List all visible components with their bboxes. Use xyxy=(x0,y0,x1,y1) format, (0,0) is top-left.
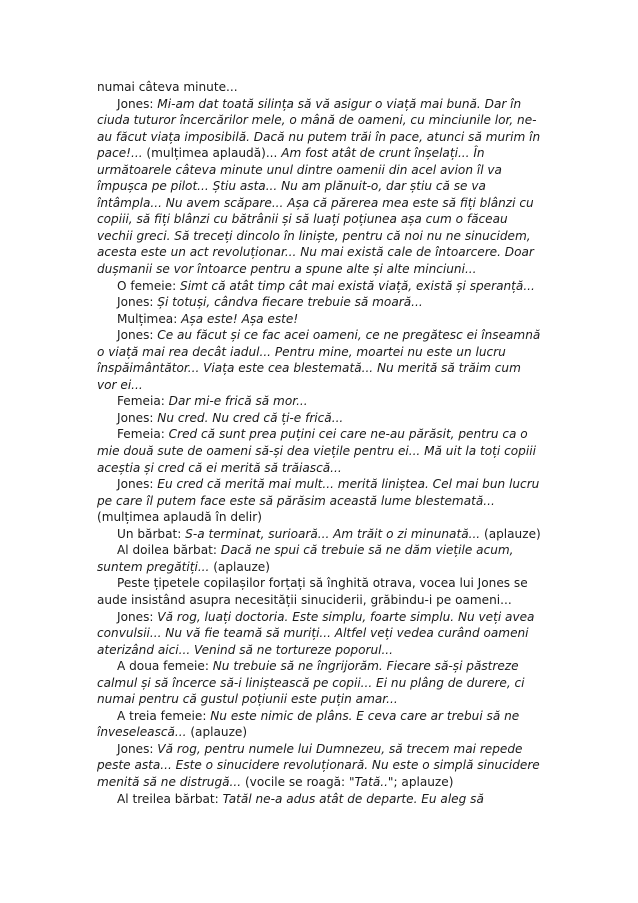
text: "; aplauze) xyxy=(387,774,454,789)
italic-text: Și totuși, cândva fiecare trebuie să moară... xyxy=(157,295,423,310)
italic-text: Ce au făcut și ce fac acei oameni, ce ne pregătesc ei înseamnă o viață mai rea decât iadul... Pentru mine, moartei nu este un lucru înspăimântător... Viața este cea blestemată... Nu merită să trăim cum vor ei... xyxy=(97,328,541,392)
text: Mulțimea: xyxy=(117,311,182,326)
italic-text: Mi-am dat toată silința să vă asigur o viață mai bună. Dar în ciuda tuturor încercărilor mele, o mână de oameni, cu minciunile lor, ne-au făcut viața imposibilă. Dacă nu putem trăi în pace, atunci să murim în pace!... xyxy=(97,96,541,161)
text: Al doilea bărbat: xyxy=(117,543,221,558)
italic-text: Vă rog, pentru numele lui Dumnezeu, să trecem mai repede peste asta... Este o sinucidere revoluționară. Nu este o simplă sinucidere menită să ne distrugă... xyxy=(97,741,540,789)
paragraph xyxy=(97,410,543,427)
paragraph xyxy=(97,79,543,96)
paragraph xyxy=(97,791,543,808)
italic-text: Simt că atât timp cât mai există viață, există și speranță... xyxy=(180,278,535,293)
text: Jones: xyxy=(117,477,158,492)
text: Peste țipetele copilașilor forțați să înghită otrava, vocea lui Jones se aude insistând asupra necesității sinuciderii, grăbindu-i pe oameni... xyxy=(97,576,528,607)
paragraph xyxy=(97,708,543,741)
text: (aplauze) xyxy=(480,526,541,541)
text: A treia femeie: xyxy=(117,708,211,723)
italic-text: Vă rog, luați doctoria. Este simplu, foarte simplu. Nu veți avea convulsii... Nu vă fie teamă să muriți... Altfel veți vedea curând oameni aterizând aici... Venind să ne tortureze poporul... xyxy=(97,609,535,657)
italic-text: Tată.. xyxy=(354,774,388,789)
text: (vocile se roagă: " xyxy=(241,774,355,789)
paragraph xyxy=(97,393,543,410)
italic-text: Nu cred. Nu cred că ți-e frică... xyxy=(157,410,344,425)
text: Femeia: xyxy=(117,394,169,409)
italic-text: Tatăl ne-a adus atât de departe. Eu aleg să xyxy=(222,791,484,806)
text: (aplauze) xyxy=(186,725,248,740)
paragraph xyxy=(97,741,543,791)
text: Jones: xyxy=(117,609,158,624)
paragraph xyxy=(97,278,543,295)
paragraph xyxy=(97,526,543,543)
text: (aplauze) xyxy=(209,559,270,574)
text: Jones: xyxy=(117,295,158,310)
paragraph xyxy=(97,658,543,708)
text: (mulțimea aplaudă în delir) xyxy=(97,510,262,525)
text: Un bărbat: xyxy=(117,526,186,541)
italic-text: Nu este nimic de plâns. E ceva care ar trebui să ne înveselească... xyxy=(97,708,520,740)
italic-text: Eu cred că merită mai mult... merită liniștea. Cel mai bun lucru pe care îl putem face este să părăsim această lume blestemată... xyxy=(97,477,540,508)
italic-text: Cred că sunt prea puțini cei care ne-au părăsit, pentru ca o mie două sute de oameni să-și dea viețile pentru ei... Mă uit la toți copiii aceștia și cred că ei merită să trăiască... xyxy=(97,427,536,475)
paragraph xyxy=(97,327,543,393)
paragraph xyxy=(97,96,543,278)
text: numai câteva minute... xyxy=(97,80,238,94)
text: Jones: xyxy=(117,741,158,756)
paragraph xyxy=(97,575,543,608)
paragraph xyxy=(97,426,543,476)
text: Jones: xyxy=(117,328,158,343)
paragraph xyxy=(97,294,543,311)
italic-text: Așa este! Așa este! xyxy=(181,311,299,326)
paragraph xyxy=(97,311,543,328)
paragraph xyxy=(97,542,543,575)
paragraph xyxy=(97,476,543,526)
text: Jones: xyxy=(117,96,158,111)
text: Jones: xyxy=(117,410,158,425)
text: (mulțimea aplaudă)... xyxy=(142,146,282,161)
text: Femeia: xyxy=(117,427,169,442)
paragraph xyxy=(97,609,543,659)
italic-text: S-a terminat, surioară... Am trăit o zi minunată... xyxy=(185,526,481,541)
italic-text: Dar mi-e frică să mor... xyxy=(168,394,308,409)
italic-text: Am fost atât de crunt înșelați... În următoarele câteva minute unul dintre oamenii din acel avion îl va împușca pe pilot... Știu asta... Nu am plănuit-o, dar știu că se va întâmpla... Nu avem scăpare... Așa că părerea mea este să fiți blânzi cu copiii, să fiți blânzi cu bătrânii și să luați poțiunea așa cum o făceau vechii greci. Să treceți dincolo în liniște, pentru că noi nu ne sinucidem, acesta este un act revoluționar... Nu mai există cale de întoarcere. Doar dușmanii se vor întoarce pentru a spune alte și alte minciuni... xyxy=(97,146,534,277)
text: A doua femeie: xyxy=(117,659,213,674)
italic-text: Nu trebuie să ne îngrijorăm. Fiecare să-și păstreze calmul și să încerce să-i liniștească pe copii... Ei nu plâng de durere, ci numai pentru că gustul poțiunii este puțin amar... xyxy=(97,659,525,707)
document-page xyxy=(97,79,543,807)
text: Al treilea bărbat: xyxy=(117,791,223,806)
text: O femeie: xyxy=(117,278,181,293)
italic-text: Dacă ne spui că trebuie să ne dăm viețile acum, suntem pregătiți... xyxy=(97,543,514,574)
